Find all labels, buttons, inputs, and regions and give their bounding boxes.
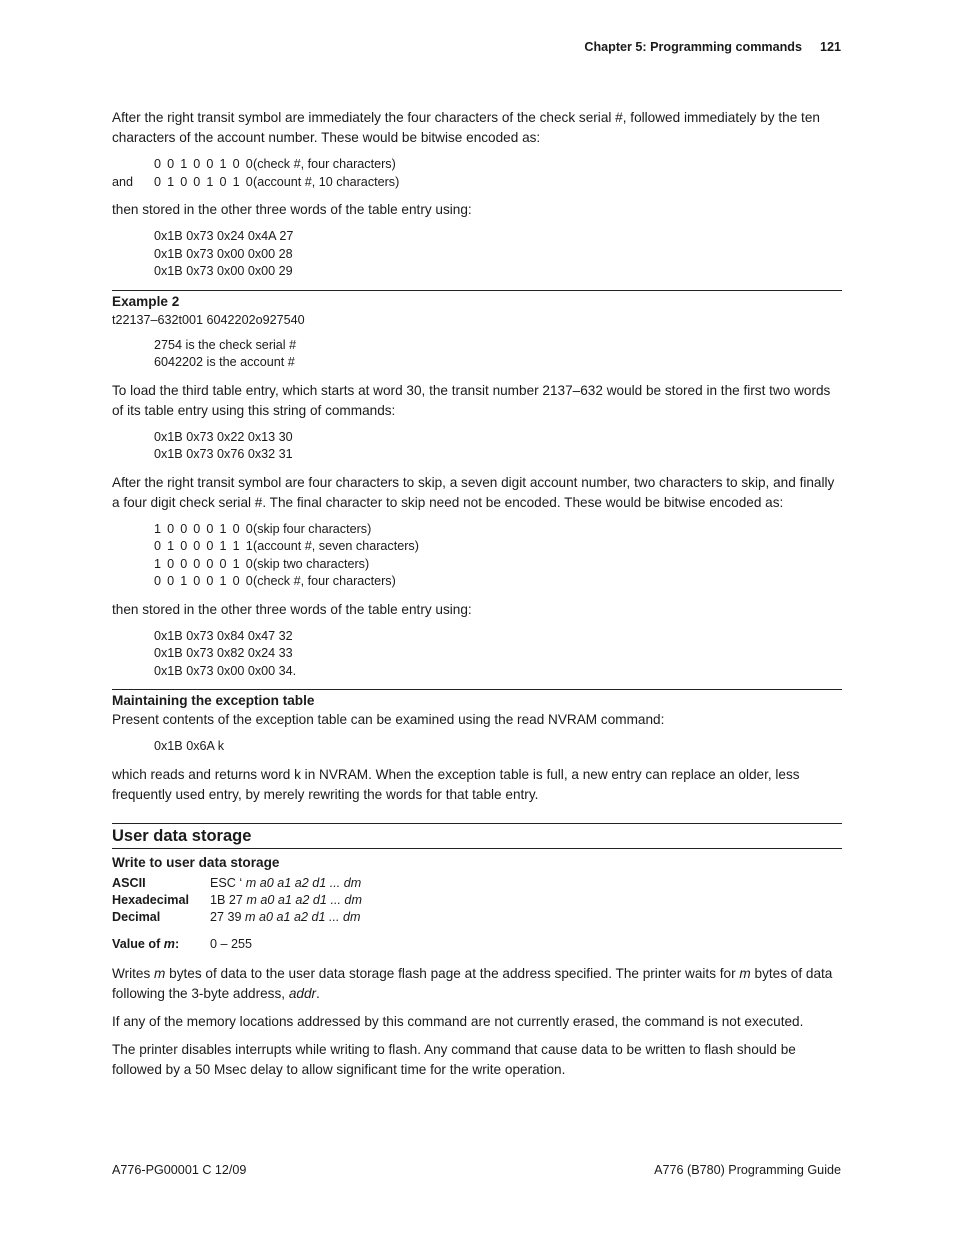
code-line: 0x1B 0x73 0x82 0x24 33 <box>154 646 293 660</box>
code-line: 0x1B 0x73 0x24 0x4A 27 <box>154 229 294 243</box>
bit-row <box>154 573 842 591</box>
code-line: 0x1B 0x73 0x00 0x00 28 <box>154 246 293 261</box>
command-syntax-table <box>112 875 842 926</box>
command-args: m a0 a1 a2 d1 ... dm <box>245 909 361 924</box>
bit-row <box>154 156 842 174</box>
bit-pattern: 1 0 0 0 0 1 0 0 <box>154 521 255 536</box>
footer-doc-id: A776-PG00001 C 12/09 <box>112 1163 247 1177</box>
section-heading: User data storage <box>112 823 842 849</box>
after-transit-paragraph: After the right transit symbol are four characters to skip, a seven digit account number, two characters to skip, and finally a four digit check serial #. The final character to skip need not be encoded. These would be bitwise encoded as: <box>112 474 835 510</box>
example2-divider <box>112 290 842 311</box>
code-line: 0x1B 0x73 0x76 0x32 31 <box>154 447 293 461</box>
maintain-divider <box>112 689 842 710</box>
bit-row <box>154 556 842 574</box>
command-code: 27 39 <box>210 909 242 924</box>
stored-paragraph: then stored in the other three words of the table entry using: <box>112 601 472 617</box>
example2-code-block <box>112 628 842 681</box>
bit-row <box>112 174 842 192</box>
intro-bit-encoding <box>112 156 842 191</box>
example2-notes <box>112 337 842 372</box>
code-line: 0x1B 0x73 0x00 0x00 34. <box>154 663 297 678</box>
code-line: 0x1B 0x73 0x22 0x13 30 <box>154 429 293 444</box>
bit-description: (account #, 10 characters) <box>253 174 400 189</box>
nvram-paragraph: which reads and returns word k in NVRAM. When the exception table is full, a new entry can replace an older, less frequently used entry, by merely rewriting the words for that table entry. <box>112 766 800 802</box>
value-label: Value of m: <box>112 936 180 951</box>
code-line: 0x1B 0x73 0x84 0x47 32 <box>154 628 293 643</box>
command-row <box>112 909 842 926</box>
stored-paragraph: then stored in the other three words of the table entry using: <box>112 202 472 217</box>
example2-bit-encoding <box>112 521 842 591</box>
nvram-code-block <box>112 738 842 756</box>
maintain-heading: Maintaining the exception table <box>112 693 315 708</box>
command-code: ESC ‘ <box>210 875 243 890</box>
bit-description: (skip four characters) <box>253 521 372 536</box>
intro-code-block <box>112 228 842 281</box>
writes-paragraph: Writes m bytes of data to the user data storage flash page at the address specified. The printer waits for m bytes of data following the 3-byte address, addr. <box>112 965 833 1001</box>
code-line: 0x1B 0x73 0x00 0x00 29 <box>154 264 293 278</box>
erased-paragraph: If any of the memory locations addressed by this command are not currently erased, the command is not executed. <box>112 1013 804 1029</box>
bit-description: (check #, four characters) <box>253 574 396 588</box>
bit-description: (skip two characters) <box>253 556 370 571</box>
bit-pattern: 0 0 1 0 0 1 0 0 <box>154 157 255 171</box>
bit-row <box>154 538 842 556</box>
load-paragraph: To load the third table entry, which starts at word 30, the transit number 2137–632 would be stored in the first two words of its table entry using this string of commands: <box>112 382 831 418</box>
command-format-label: Decimal <box>112 909 161 924</box>
interrupts-paragraph: The printer disables interrupts while writing to flash. Any command that cause data to be written to flash should be followed by a 50 Msec delay to allow significant time for the write operation. <box>112 1041 796 1077</box>
bit-pattern: 0 1 0 0 1 0 1 0 <box>154 174 255 189</box>
chapter-title: Chapter 5: Programming commands <box>584 40 802 54</box>
command-format-label: Hexadecimal <box>112 892 190 907</box>
command-args: m a0 a1 a2 d1 ... dm <box>245 875 362 890</box>
subsection-heading: Write to user data storage <box>112 854 280 870</box>
note-line: 6042202 is the account # <box>154 355 295 369</box>
example2-sample: t22137–632t001 6042202o927540 <box>112 312 305 327</box>
command-format-label: ASCII <box>112 875 146 890</box>
command-row <box>112 875 842 892</box>
bit-pattern: 0 1 0 0 0 1 1 1 <box>154 539 255 553</box>
bit-description: (check #, four characters) <box>253 157 396 171</box>
page-header <box>584 37 841 57</box>
example2-heading: Example 2 <box>112 293 180 309</box>
command-args: m a0 a1 a2 d1 ... dm <box>246 892 362 907</box>
value-range: 0 – 255 <box>210 936 253 951</box>
bit-pattern: 1 0 0 0 0 0 1 0 <box>154 556 255 571</box>
code-line: 0x1B 0x6A k <box>154 739 225 753</box>
bit-description: (account #, seven characters) <box>253 539 419 553</box>
bit-row-prefix: and <box>112 174 134 189</box>
note-line: 2754 is the check serial # <box>154 337 297 352</box>
page-content <box>112 108 842 1088</box>
bit-row <box>154 521 842 539</box>
footer-guide-title: A776 (B780) Programming Guide <box>654 1163 841 1177</box>
intro-paragraph: After the right transit symbol are immediately the four characters of the check serial #, followed immediately by the ten characters of the account number. These would be bitwise encoded as: <box>112 110 820 145</box>
page-number: 121 <box>819 40 841 54</box>
command-row <box>112 892 842 909</box>
command-code: 1B 27 <box>210 892 243 907</box>
value-range-row <box>112 936 842 953</box>
bit-pattern: 0 0 1 0 0 1 0 0 <box>154 574 255 588</box>
load-code-block <box>112 429 842 464</box>
maintain-paragraph: Present contents of the exception table can be examined using the read NVRAM command: <box>112 712 665 727</box>
